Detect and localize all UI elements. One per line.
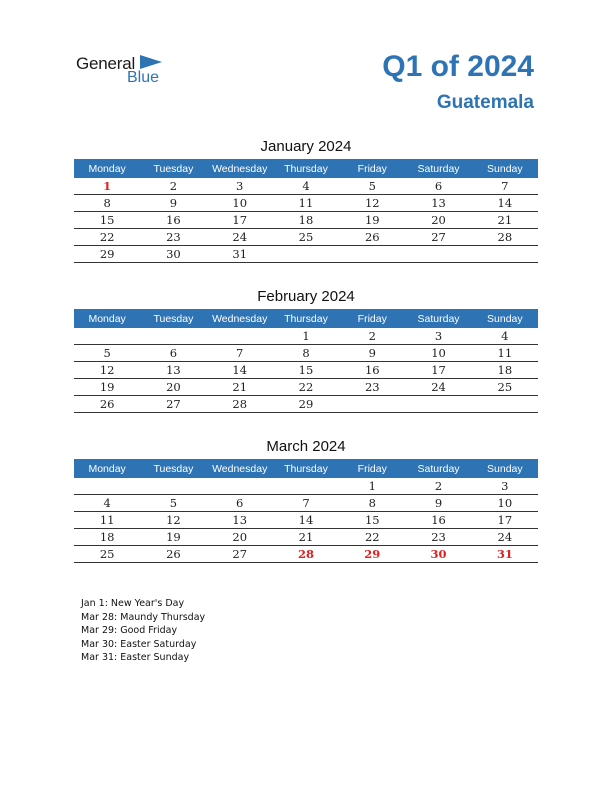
week-row	[74, 195, 538, 212]
day-cell: 28	[273, 546, 339, 563]
calendar-grid	[74, 159, 538, 263]
day-cell: 12	[140, 512, 206, 529]
week-row	[74, 345, 538, 362]
month-calendar-february	[74, 287, 538, 413]
day-cell: 28	[207, 396, 273, 413]
day-cell: 2	[405, 478, 471, 495]
day-cell: 24	[405, 379, 471, 396]
weekday-header: Friday	[339, 459, 405, 478]
week-row	[74, 478, 538, 495]
day-cell: 17	[207, 212, 273, 229]
page-title: Q1 of 2024	[382, 50, 534, 83]
week-row	[74, 512, 538, 529]
weekday-header: Friday	[339, 309, 405, 328]
day-cell: 18	[273, 212, 339, 229]
weekday-header: Thursday	[273, 309, 339, 328]
day-cell: 3	[405, 328, 471, 345]
day-cell: 30	[140, 246, 206, 263]
day-cell: 17	[405, 362, 471, 379]
empty-day-cell	[140, 478, 206, 495]
weekday-header: Sunday	[472, 159, 538, 178]
day-cell: 28	[472, 229, 538, 246]
holiday-note: Mar 31: Easter Sunday	[81, 652, 190, 663]
day-cell: 19	[339, 212, 405, 229]
day-cell: 6	[140, 345, 206, 362]
day-cell: 10	[472, 495, 538, 512]
day-cell: 19	[74, 379, 140, 396]
day-cell: 6	[405, 178, 471, 195]
day-cell: 1	[273, 328, 339, 345]
day-cell: 27	[207, 546, 273, 563]
calendar-grid	[74, 459, 538, 563]
empty-day-cell	[339, 396, 405, 413]
week-row	[74, 396, 538, 413]
day-cell: 4	[74, 495, 140, 512]
day-cell: 30	[405, 546, 471, 563]
empty-day-cell	[273, 246, 339, 263]
day-cell: 14	[207, 362, 273, 379]
weekday-header: Thursday	[273, 459, 339, 478]
month-title: March 2024	[266, 438, 346, 455]
day-cell: 9	[339, 345, 405, 362]
weekday-header: Monday	[74, 459, 140, 478]
day-cell: 20	[140, 379, 206, 396]
weekday-header: Saturday	[405, 159, 471, 178]
day-cell: 13	[207, 512, 273, 529]
empty-day-cell	[405, 396, 471, 413]
logo-text-blue: Blue	[127, 69, 160, 86]
day-cell: 15	[273, 362, 339, 379]
week-row	[74, 379, 538, 396]
week-row	[74, 212, 538, 229]
logo-text-general: General	[76, 54, 136, 73]
empty-day-cell	[207, 328, 273, 345]
week-row	[74, 229, 538, 246]
weekday-header: Wednesday	[207, 309, 273, 328]
day-cell: 27	[140, 396, 206, 413]
day-cell: 14	[472, 195, 538, 212]
empty-day-cell	[472, 246, 538, 263]
weekday-header: Saturday	[405, 309, 471, 328]
day-cell: 24	[472, 529, 538, 546]
day-cell: 20	[405, 212, 471, 229]
day-cell: 10	[405, 345, 471, 362]
holiday-note: Mar 30: Easter Saturday	[81, 638, 197, 650]
day-cell: 17	[472, 512, 538, 529]
month-calendar-march	[74, 437, 538, 563]
empty-day-cell	[74, 328, 140, 345]
empty-day-cell	[472, 396, 538, 413]
day-cell: 5	[339, 178, 405, 195]
week-row	[74, 546, 538, 563]
holiday-note: Jan 1: New Year's Day	[81, 598, 185, 609]
logo-flag-icon	[140, 55, 162, 69]
day-cell: 4	[472, 328, 538, 345]
empty-day-cell	[405, 246, 471, 263]
day-cell: 18	[74, 529, 140, 546]
day-cell: 19	[140, 529, 206, 546]
day-cell: 22	[339, 529, 405, 546]
holiday-list	[81, 597, 205, 665]
calendar-grid	[74, 309, 538, 413]
day-cell: 5	[140, 495, 206, 512]
day-cell: 7	[207, 345, 273, 362]
day-cell: 12	[339, 195, 405, 212]
weekday-header: Sunday	[472, 459, 538, 478]
day-cell: 31	[207, 246, 273, 263]
day-cell: 16	[339, 362, 405, 379]
day-cell: 23	[405, 529, 471, 546]
day-cell: 31	[472, 546, 538, 563]
month-title: January 2024	[260, 138, 352, 155]
empty-day-cell	[339, 246, 405, 263]
week-row	[74, 495, 538, 512]
day-cell: 8	[339, 495, 405, 512]
day-cell: 26	[140, 546, 206, 563]
day-cell: 9	[405, 495, 471, 512]
day-cell: 3	[472, 478, 538, 495]
empty-day-cell	[207, 478, 273, 495]
day-cell: 21	[472, 212, 538, 229]
generalblue-logo	[76, 52, 176, 88]
day-cell: 8	[74, 195, 140, 212]
day-cell: 10	[207, 195, 273, 212]
day-cell: 27	[405, 229, 471, 246]
week-row	[74, 529, 538, 546]
day-cell: 7	[273, 495, 339, 512]
day-cell: 25	[472, 379, 538, 396]
holiday-note: Mar 28: Maundy Thursday	[81, 611, 206, 623]
empty-day-cell	[74, 478, 140, 495]
day-cell: 25	[273, 229, 339, 246]
weekday-header: Wednesday	[207, 159, 273, 178]
day-cell: 12	[74, 362, 140, 379]
day-cell: 24	[207, 229, 273, 246]
day-cell: 4	[273, 178, 339, 195]
day-cell: 26	[74, 396, 140, 413]
day-cell: 14	[273, 512, 339, 529]
day-cell: 25	[74, 546, 140, 563]
day-cell: 29	[74, 246, 140, 263]
day-cell: 11	[74, 512, 140, 529]
weekday-header: Wednesday	[207, 459, 273, 478]
day-cell: 11	[273, 195, 339, 212]
month-calendar-january	[74, 137, 538, 263]
week-row	[74, 328, 538, 345]
day-cell: 6	[207, 495, 273, 512]
day-cell: 7	[472, 178, 538, 195]
month-title: February 2024	[257, 288, 355, 305]
day-cell: 29	[273, 396, 339, 413]
day-cell: 2	[140, 178, 206, 195]
week-row	[74, 246, 538, 263]
country-name: Guatemala	[436, 92, 534, 113]
day-cell: 21	[207, 379, 273, 396]
week-row	[74, 178, 538, 195]
day-cell: 9	[140, 195, 206, 212]
weekday-header: Friday	[339, 159, 405, 178]
day-cell: 13	[405, 195, 471, 212]
day-cell: 20	[207, 529, 273, 546]
day-cell: 15	[339, 512, 405, 529]
weekday-header: Thursday	[273, 159, 339, 178]
day-cell: 18	[472, 362, 538, 379]
day-cell: 16	[140, 212, 206, 229]
empty-day-cell	[140, 328, 206, 345]
day-cell: 13	[140, 362, 206, 379]
day-cell: 21	[273, 529, 339, 546]
weekday-header: Monday	[74, 159, 140, 178]
day-cell: 23	[140, 229, 206, 246]
day-cell: 5	[74, 345, 140, 362]
day-cell: 23	[339, 379, 405, 396]
holiday-note: Mar 29: Good Friday	[81, 625, 178, 636]
day-cell: 1	[74, 178, 140, 195]
day-cell: 1	[339, 478, 405, 495]
day-cell: 15	[74, 212, 140, 229]
day-cell: 8	[273, 345, 339, 362]
weekday-header: Sunday	[472, 309, 538, 328]
weekday-header: Tuesday	[140, 459, 206, 478]
day-cell: 16	[405, 512, 471, 529]
week-row	[74, 362, 538, 379]
empty-day-cell	[273, 478, 339, 495]
day-cell: 26	[339, 229, 405, 246]
day-cell: 2	[339, 328, 405, 345]
day-cell: 3	[207, 178, 273, 195]
weekday-header: Monday	[74, 309, 140, 328]
weekday-header: Saturday	[405, 459, 471, 478]
weekday-header: Tuesday	[140, 159, 206, 178]
day-cell: 22	[74, 229, 140, 246]
day-cell: 22	[273, 379, 339, 396]
weekday-header: Tuesday	[140, 309, 206, 328]
day-cell: 11	[472, 345, 538, 362]
day-cell: 29	[339, 546, 405, 563]
